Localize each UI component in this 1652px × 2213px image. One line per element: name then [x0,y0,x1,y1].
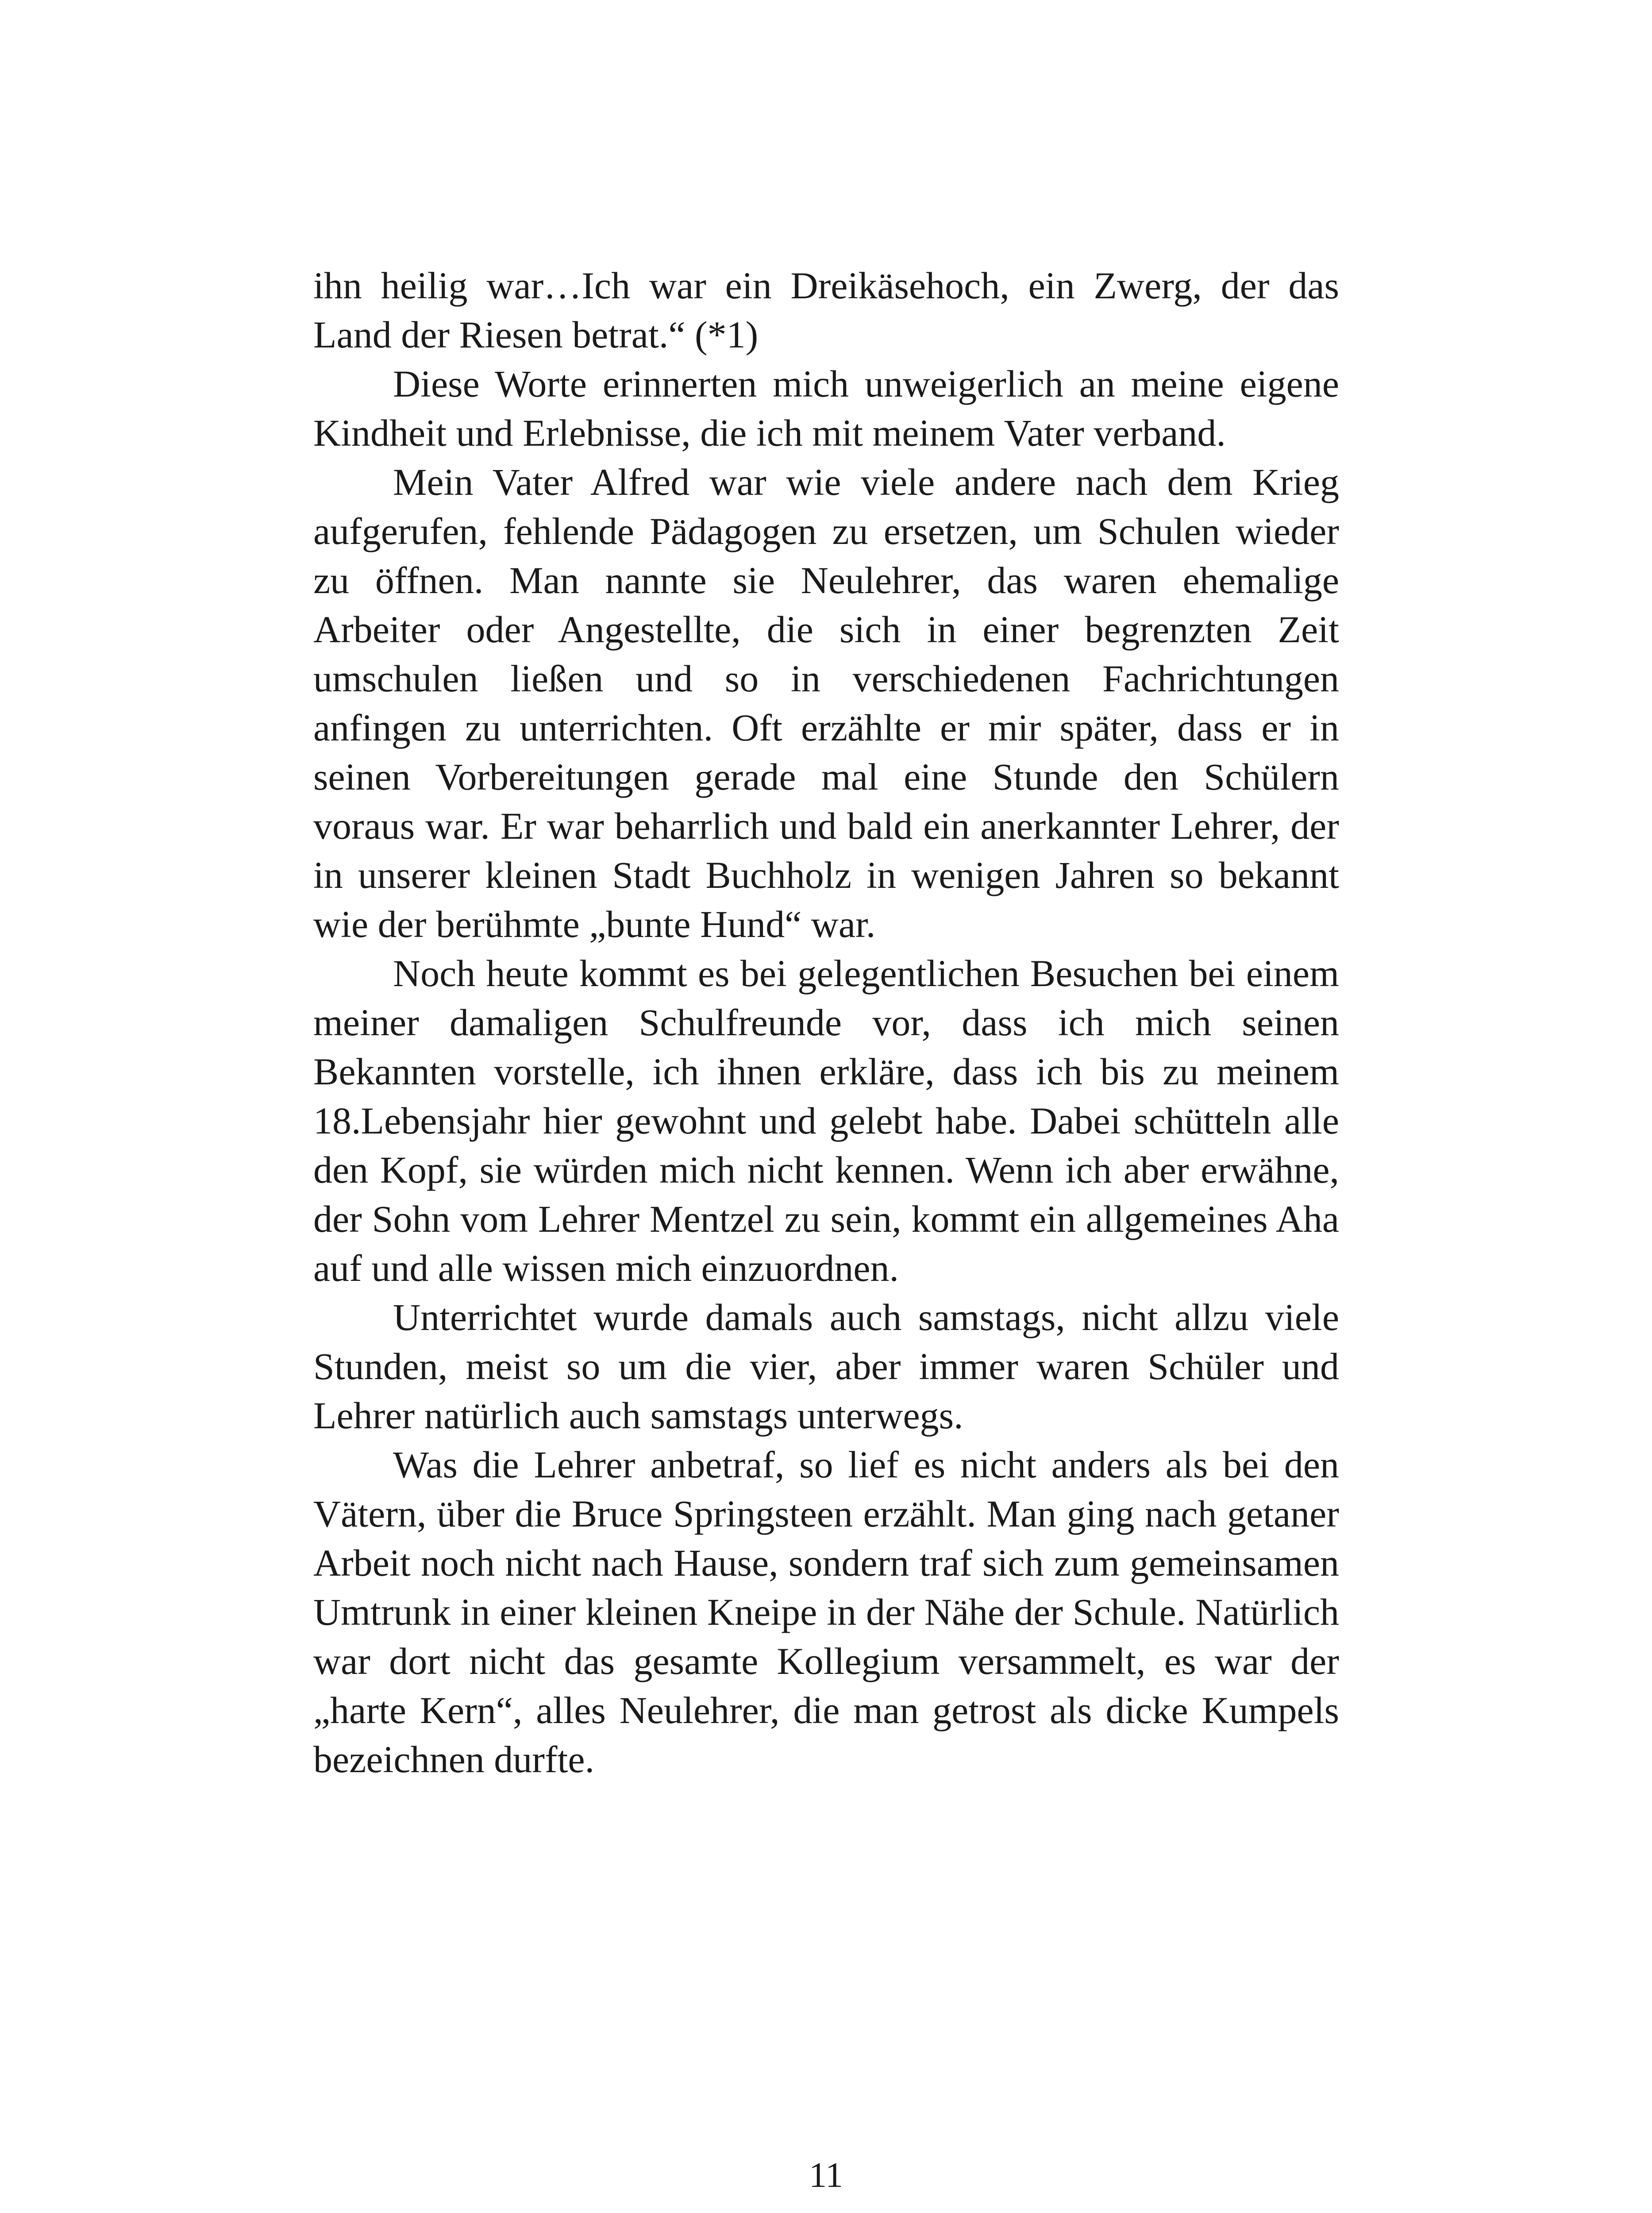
paragraph: Was die Lehrer anbetraf, so lief es nicht anders als bei den Vätern, über die Bruce Springsteen erzählt. Man ging nach getaner Arbeit noch nicht nach Hause, sondern traf sich zum gemeinsamen Umtrunk in einer kleinen Kneipe in der Nähe der Schule. Natürlich war dort nicht das gesamte Kollegium versammelt, es war der „harte Kern“, alles Neulehrer, die man getrost als dicke Kumpels bezeichnen durfte. [313,1443,1339,1781]
paragraph: Mein Vater Alfred war wie viele andere nach dem Krieg aufgerufen, fehlende Pädagogen zu ersetzen, um Schulen wieder zu öffnen. Man nannte sie Neulehrer, das waren ehemalige Arbeiter oder Angestellte, die sich in einer begrenzten Zeit umschulen ließen und so in verschiedenen Fachrichtungen anfingen zu unterrichten. Oft erzählte er mir später, dass er in seinen Vorbereitungen gerade mal eine Stunde den Schülern voraus war. Er war beharrlich und bald ein anerkannter Lehrer, der in unserer kleinen Stadt Buchholz in wenigen Jahren so bekannt wie der berühmte „bunte Hund“ war. [313,461,1339,945]
paragraph: Unterrichtet wurde damals auch samstags, nicht allzu viele Stunden, meist so um die vier, aber immer waren Schüler und Lehrer natürlich auch samstags unterwegs. [313,1296,1339,1437]
paragraph: Noch heute kommt es bei gelegentlichen Besuchen bei einem meiner damaligen Schulfreunde vor, dass ich mich seinen Bekannten vorstelle, ich ihnen erkläre, dass ich bis zu meinem 18.Lebensjahr hier gewohnt und gelebt habe. Dabei schütteln alle den Kopf, sie würden mich nicht kennen. Wenn ich aber erwähne, der Sohn vom Lehrer Mentzel zu sein, kommt ein allgemeines Aha auf und alle wissen mich einzuordnen. [313,952,1339,1289]
page-number: 11 [809,2156,843,2195]
paragraph: Diese Worte erinnerten mich unweigerlich an meine eigene Kindheit und Erlebnisse, die ich mit meinem Vater verband. [313,362,1339,454]
paragraph-continuation: ihn heilig war…Ich war ein Dreikäsehoch, ein Zwerg, der das Land der Riesen betrat.“ (*1) [313,264,1339,356]
body-text [313,261,1339,1784]
